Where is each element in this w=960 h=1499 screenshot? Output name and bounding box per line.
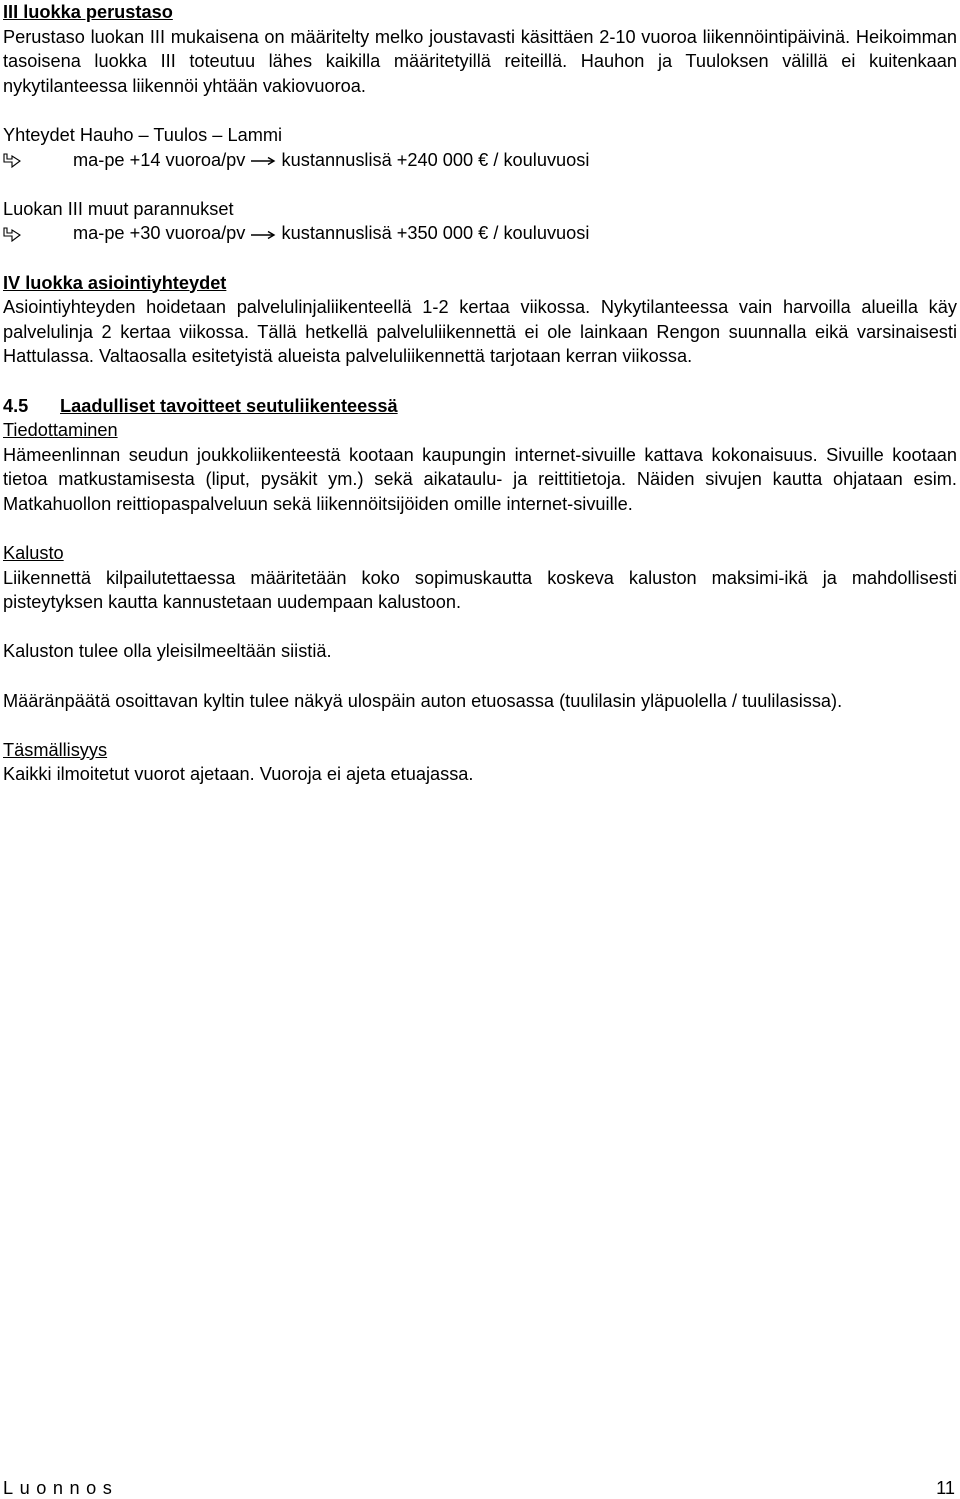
hollow-arrow-icon xyxy=(3,148,73,173)
document-page xyxy=(3,0,957,787)
spacer xyxy=(3,98,957,123)
spacer xyxy=(3,516,957,541)
heading-luokka4: IV luokka asiointiyhteydet xyxy=(3,272,227,293)
section-title: Laadulliset tavoitteet seutuliikenteessä xyxy=(60,395,398,416)
paragraph-luokka4: Asiointiyhteyden hoidetaan palvelulinjaliikenteellä 1-2 kertaa viikossa. Nykytilanteessa vain harvoilla alueilla käy palvelulinja 2 kertaa viikossa. Tällä hetkellä palveluliikennettä ei ole lainkaan Rengon suunnalla eikä varsinaisesti Hattulassa. Valtaosalla esitetyistä alueista palveluliikennettä tarjotaan kerran viikossa. xyxy=(3,297,957,367)
item1-detail-b: kustannuslisä +240 000 € / kouluvuosi xyxy=(281,149,590,170)
footer-draft-label: Luonnos xyxy=(3,1478,119,1498)
right-arrow-icon xyxy=(250,223,276,243)
heading-tiedottaminen: Tiedottaminen xyxy=(3,420,118,441)
item2-detail-a: ma-pe +30 vuoroa/pv xyxy=(73,223,246,244)
spacer xyxy=(3,246,957,271)
heading-luokka3: III luokka perustaso xyxy=(3,2,173,22)
paragraph-luokka3: Perustaso luokan III mukaisena on määritelty melko joustavasti käsittäen 2-10 vuoroa liikennöintipäivinä. Heikoimman tasoisena luokka III toteutuu lähes kaikilla määritetyillä reiteillä. Hauhon ja Tuuloksen välillä ei kuitenkaan nykytilanteessa liikennöi yhtään vakiovuoroa. xyxy=(3,26,957,96)
spacer xyxy=(3,664,957,689)
heading-kalusto: Kalusto xyxy=(3,543,64,564)
heading-tasmallisyys: Täsmällisyys xyxy=(3,739,108,760)
section-heading-4-5 xyxy=(3,394,957,419)
item2-detail-b: kustannuslisä +350 000 € / kouluvuosi xyxy=(281,223,590,244)
paragraph-kalusto-1: Liikennettä kilpailutettaessa määritetään koko sopimuskautta koskeva kaluston maksimi-ikä ja mahdollisesti pisteytyksen kautta kannustetaan uudempaan kalustoon. xyxy=(3,567,957,613)
right-arrow-icon xyxy=(250,150,276,170)
spacer xyxy=(3,615,957,640)
paragraph-kalusto-3: Määränpäätä osoittavan kyltin tulee näkyä ulospäin auton etuosassa (tuulilasin yläpuolella / tuulilasissa). xyxy=(3,690,843,711)
paragraph-tiedottaminen: Hämeenlinnan seudun joukkoliikenteestä kootaan kaupungin internet-sivuille kattava kokonaisuus. Sivuille kootaan tietoa matkustamisesta (liput, pysäkit ym.) sekä aikataulu- ja reittitietoja. Näiden sivujen kautta ohjataan esim. Matkahuollon reittiopaspalveluun sekä liikennöitsijöiden omille internet-sivuille. xyxy=(3,444,957,514)
hollow-arrow-icon xyxy=(3,221,73,246)
spacer xyxy=(3,713,957,738)
paragraph-kalusto-2: Kaluston tulee olla yleisilmeeltään siistiä. xyxy=(3,641,332,662)
spacer xyxy=(3,369,957,394)
section-number: 4.5 xyxy=(3,395,29,416)
spacer xyxy=(3,172,957,197)
item1-detail xyxy=(3,148,957,173)
item1-detail-a: ma-pe +14 vuoroa/pv xyxy=(73,149,246,170)
item2-title: Luokan III muut parannukset xyxy=(3,198,234,219)
item1-title: Yhteydet Hauho – Tuulos – Lammi xyxy=(3,124,283,145)
item2-detail xyxy=(3,221,957,246)
paragraph-tasmallisyys: Kaikki ilmoitetut vuorot ajetaan. Vuoroja ei ajeta etuajassa. xyxy=(3,764,474,785)
page-footer xyxy=(3,1477,957,1499)
page-number: 11 xyxy=(936,1478,955,1498)
